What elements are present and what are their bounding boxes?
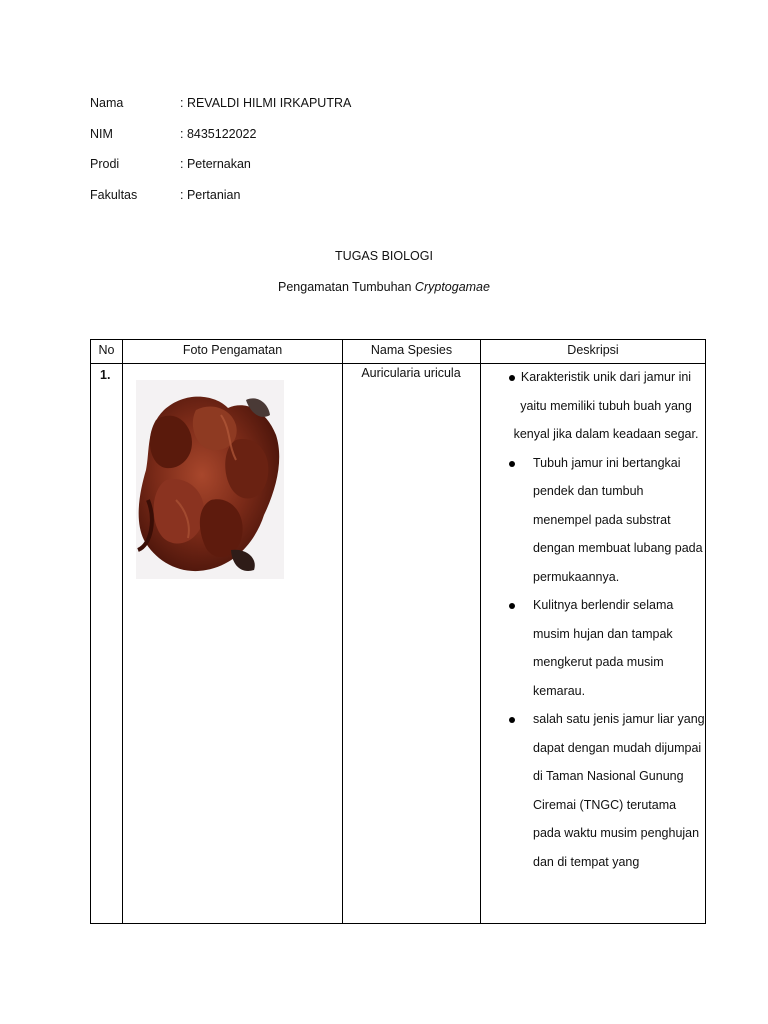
identity-value: : Peternakan: [180, 157, 251, 172]
bullet-icon: [509, 461, 515, 467]
bullet-icon: [509, 717, 515, 723]
description-item: [491, 591, 705, 705]
species-name: Auricularia uricula: [361, 366, 461, 380]
header-species: Nama Spesies: [370, 343, 453, 357]
description-text: salah satu jenis jamur liar yang dapat dengan mudah dijumpai di Taman Nasional Gunung Ciremai (TNGC) terutama pada waktu musim penghujan dan di tempat yang: [533, 712, 705, 869]
description-item: [491, 363, 705, 449]
observation-table: [90, 339, 706, 924]
identity-label: Prodi: [90, 157, 120, 172]
description-text: Tubuh jamur ini bertangkai pendek dan tumbuh menempel pada substrat dengan membuat lubang pada permukaannya.: [533, 455, 703, 584]
subtitle-italic: Cryptogamae: [414, 280, 490, 294]
document-subtitle: [0, 280, 768, 294]
description-item: [491, 449, 705, 592]
row-number: 1.: [100, 368, 111, 382]
identity-label: Nama: [90, 96, 124, 110]
header-no: No: [98, 343, 115, 357]
description-item: [491, 705, 705, 876]
identity-value: : 8435122022: [180, 126, 257, 141]
identity-value: : Pertanian: [180, 188, 241, 203]
column-divider: [122, 340, 123, 923]
column-divider: [480, 340, 481, 923]
identity-label: NIM: [90, 126, 113, 141]
mushroom-image: [136, 380, 284, 579]
bullet-icon: [509, 375, 515, 381]
observation-photo: [136, 380, 284, 579]
column-divider: [342, 340, 343, 923]
identity-value: : REVALDI HILMI IRKAPUTRA: [180, 96, 352, 110]
bullet-icon: [509, 603, 515, 609]
document-title: TUGAS BIOLOGI: [335, 249, 433, 263]
header-photo: Foto Pengamatan: [182, 343, 283, 357]
header-description: Deskripsi: [567, 343, 619, 357]
description-list: [491, 363, 705, 876]
description-text: Karakteristik unik dari jamur ini yaitu memiliki tubuh buah yang kenyal jika dalam keadaan segar.: [513, 370, 699, 441]
description-text: Kulitnya berlendir selama musim hujan dan tampak mengkerut pada musim kemarau.: [533, 598, 674, 698]
identity-label: Fakultas: [90, 188, 138, 203]
subtitle-text: Pengamatan Tumbuhan: [278, 280, 415, 294]
